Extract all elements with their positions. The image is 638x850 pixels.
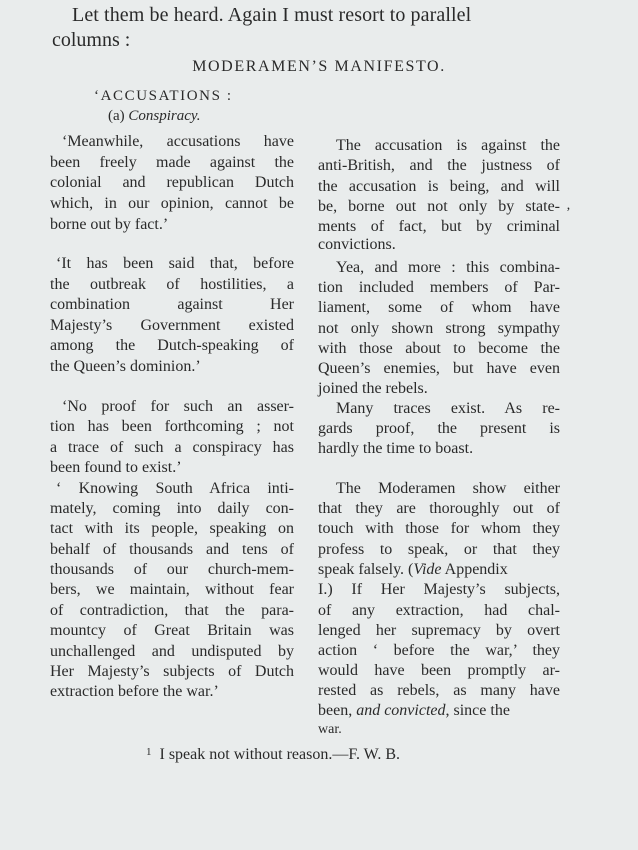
right-line-part: , since the [445, 702, 510, 719]
accusations-label: ‘ACCUSATIONS : [94, 88, 233, 104]
right-line: liament, some of whom have [318, 299, 560, 316]
left-line: tact with its people, speaking on [50, 520, 294, 537]
left-line: of contradiction, that the para- [50, 602, 294, 619]
right-line: Queen’s enemies, but have even [318, 360, 560, 377]
right-line: The Moderamen show either [336, 480, 560, 497]
right-line: rested as rebels, as many have [318, 682, 560, 699]
left-line: behalf of thousands and tens of [50, 541, 294, 558]
left-line: unchallenged and undisputed by [50, 643, 294, 660]
right-line: with those about to become the [318, 340, 560, 357]
right-line: I.) If Her Majesty’s subjects, [318, 581, 560, 598]
left-line: among the Dutch-speaking of [50, 337, 294, 354]
left-line: bers, we maintain, without fear [50, 581, 294, 598]
right-line: hardly the time to boast. [318, 440, 474, 457]
right-line [318, 559, 560, 580]
convicted-italic: and convicted [356, 702, 446, 719]
left-line: extraction before the war.’ [50, 683, 219, 700]
left-line: mountcy of Great Britain was [50, 622, 294, 639]
stray-mark: ‚ [566, 198, 571, 213]
right-line: tion included members of Par- [318, 279, 560, 296]
subsection-prefix: (a) [108, 108, 125, 124]
left-line: combination against Her [50, 296, 294, 313]
left-line: Majesty’s Government existed [50, 317, 294, 334]
right-line [318, 700, 560, 721]
left-line: tion has been forthcoming ; not [50, 418, 294, 435]
intro-line-2: columns : [52, 29, 131, 51]
footnote-marker: 1 [146, 746, 152, 758]
left-line: ‘Meanwhile, accusations have [62, 133, 294, 150]
right-line: not only shown strong sympathy [318, 320, 560, 337]
right-line: Many traces exist. As re- [336, 400, 560, 417]
left-line: ‘ Knowing South Africa inti- [56, 480, 294, 497]
right-line: would have been promptly ar- [318, 662, 560, 679]
left-line: the outbreak of hostilities, a [50, 276, 294, 293]
footnote [146, 746, 400, 764]
left-line: which, in our opinion, cannot be [50, 195, 294, 212]
right-line: Yea, and more : this combina- [336, 259, 560, 276]
vide-italic: Vide [413, 561, 442, 578]
left-line: been freely made against the [50, 154, 294, 171]
left-line: mately, coming into daily con- [50, 500, 294, 517]
right-line: The accusation is against the [336, 137, 560, 154]
right-line: of any extraction, had chal- [318, 602, 560, 619]
left-line: Her Majesty’s subjects of Dutch [50, 663, 294, 680]
right-line: the accusation is being, and will [318, 178, 560, 195]
left-line: ‘It has been said that, before [56, 255, 294, 272]
right-line: lenged her supremacy by overt [318, 622, 560, 639]
right-line: touch with those for whom they [318, 520, 560, 537]
right-line: profess to speak, or that they [318, 541, 560, 558]
left-line: borne out by fact.’ [50, 216, 169, 233]
right-line-part: speak falsely. ( [318, 561, 414, 578]
left-line: the Queen’s dominion.’ [50, 358, 201, 375]
right-line: war. [318, 722, 342, 737]
section-heading: MODERAMEN’S MANIFESTO. [192, 58, 446, 75]
left-line: thousands of our church-mem- [50, 561, 294, 578]
right-line: anti-British, and the justness of [318, 157, 560, 174]
left-line: a trace of such a conspiracy has [50, 439, 294, 456]
right-line: action ‘ before the war,’ they [318, 642, 560, 659]
left-line: colonial and republican Dutch [50, 174, 294, 191]
right-line-part: been, [318, 702, 357, 719]
right-line-part: Appendix [441, 561, 508, 578]
right-line: that they are thoroughly out of [318, 500, 560, 517]
right-line: ments of fact, but by criminal [318, 218, 560, 235]
left-line: been found to exist.’ [50, 459, 182, 476]
subsection-name: Conspiracy. [128, 108, 201, 124]
subsection-title [108, 108, 201, 125]
footnote-text: I speak not without reason.—F. W. B. [159, 746, 400, 763]
intro-line-1: Let them be heard. Again I must resort to parallel [72, 4, 472, 26]
left-line: ‘No proof for such an asser- [62, 398, 294, 415]
right-line: joined the rebels. [318, 380, 428, 397]
right-line: gards proof, the present is [318, 420, 560, 437]
right-line: convictions. [318, 236, 396, 253]
right-line: be, borne out not only by state- [318, 198, 560, 215]
